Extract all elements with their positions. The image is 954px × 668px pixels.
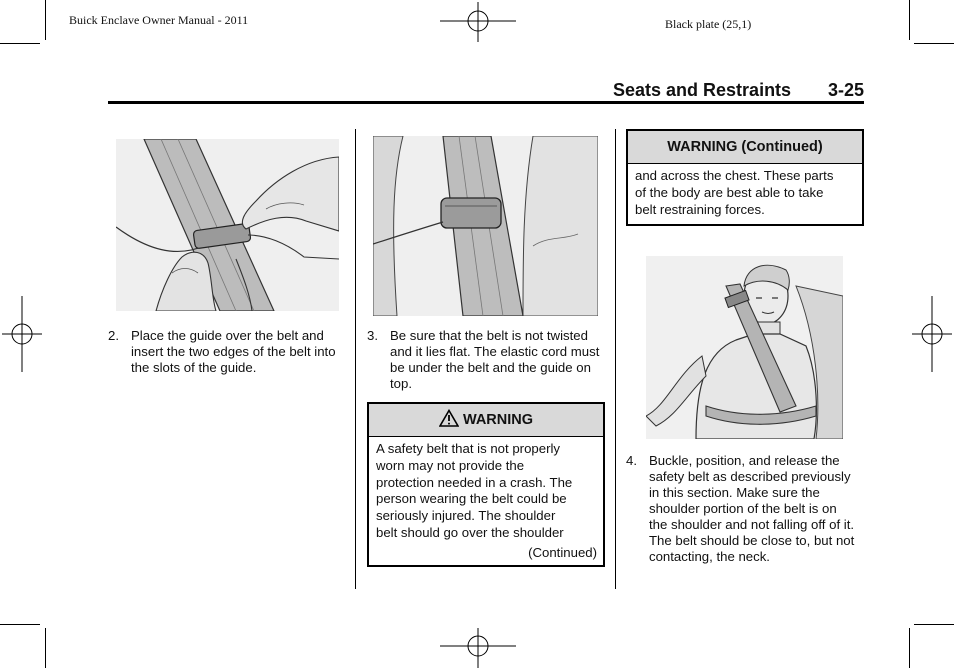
warning-header	[369, 404, 603, 437]
step-4	[626, 453, 858, 565]
warning-line: and across the chest. These parts	[635, 168, 834, 183]
warning-line: A safety belt that is not properly	[376, 441, 560, 456]
step-number: 3.	[367, 328, 378, 343]
warning-line: seriously injured. The shoulder	[376, 508, 556, 524]
registration-mark-icon	[912, 296, 952, 372]
warning-line: protection needed in a crash. The	[376, 474, 573, 490]
step-text: Be sure that the belt is not twisted and it lies flat. The elastic cord must be under the belt and the guide on top.	[390, 328, 600, 391]
column-divider	[355, 129, 356, 589]
warning-title: WARNING	[462, 412, 534, 428]
section-title: Seats and Restraints	[613, 80, 792, 100]
registration-mark-icon	[2, 296, 42, 372]
header-rule	[108, 101, 864, 104]
warning-body	[369, 437, 603, 562]
step-3	[367, 328, 601, 392]
illustration-person-wearing-belt	[646, 256, 843, 439]
crop-mark	[0, 624, 40, 625]
crop-mark	[914, 624, 954, 625]
plate-label: Black plate (25,1)	[665, 17, 752, 31]
registration-mark-icon	[440, 2, 516, 46]
crop-mark	[0, 43, 40, 44]
warning-line: worn may not provide the	[376, 457, 525, 473]
warning-line: belt restraining forces.	[635, 201, 765, 217]
warning-line: person wearing the belt could be	[376, 491, 567, 507]
step-2	[108, 328, 340, 376]
illustration-belt-flat-guide	[373, 136, 598, 316]
step-text: Place the guide over the belt and insert the two edges of the belt into the slots of the guide.	[131, 328, 336, 375]
warning-box	[367, 402, 605, 567]
step-number: 4.	[626, 453, 637, 468]
illustration-belt-guide-hands	[116, 139, 339, 311]
crop-mark	[45, 0, 46, 40]
manual-title: Buick Enclave Owner Manual - 2011	[69, 13, 249, 27]
warning-continued-header: WARNING (Continued)	[628, 131, 862, 164]
registration-mark-icon	[440, 626, 516, 668]
warning-triangle-icon	[439, 409, 459, 427]
step-number: 2.	[108, 328, 119, 343]
warning-continued-box	[626, 129, 864, 226]
continued-label: (Continued)	[528, 544, 597, 560]
crop-mark	[914, 43, 954, 44]
crop-mark	[909, 0, 910, 40]
crop-mark	[45, 628, 46, 668]
warning-continued-body	[628, 164, 862, 218]
warning-line: of the body are best able to take	[635, 184, 824, 200]
page-number: 3-25	[828, 80, 865, 100]
crop-mark	[909, 628, 910, 668]
column-divider	[615, 129, 616, 589]
step-text: Buckle, position, and release the safety belt as described previously in this section. Make sure the shoulder portion of the belt is on the shoulder and not falling off of it. The belt should be close to, but not contacting, the neck.	[649, 453, 855, 564]
warning-line: belt should go over the shoulder	[376, 524, 564, 540]
